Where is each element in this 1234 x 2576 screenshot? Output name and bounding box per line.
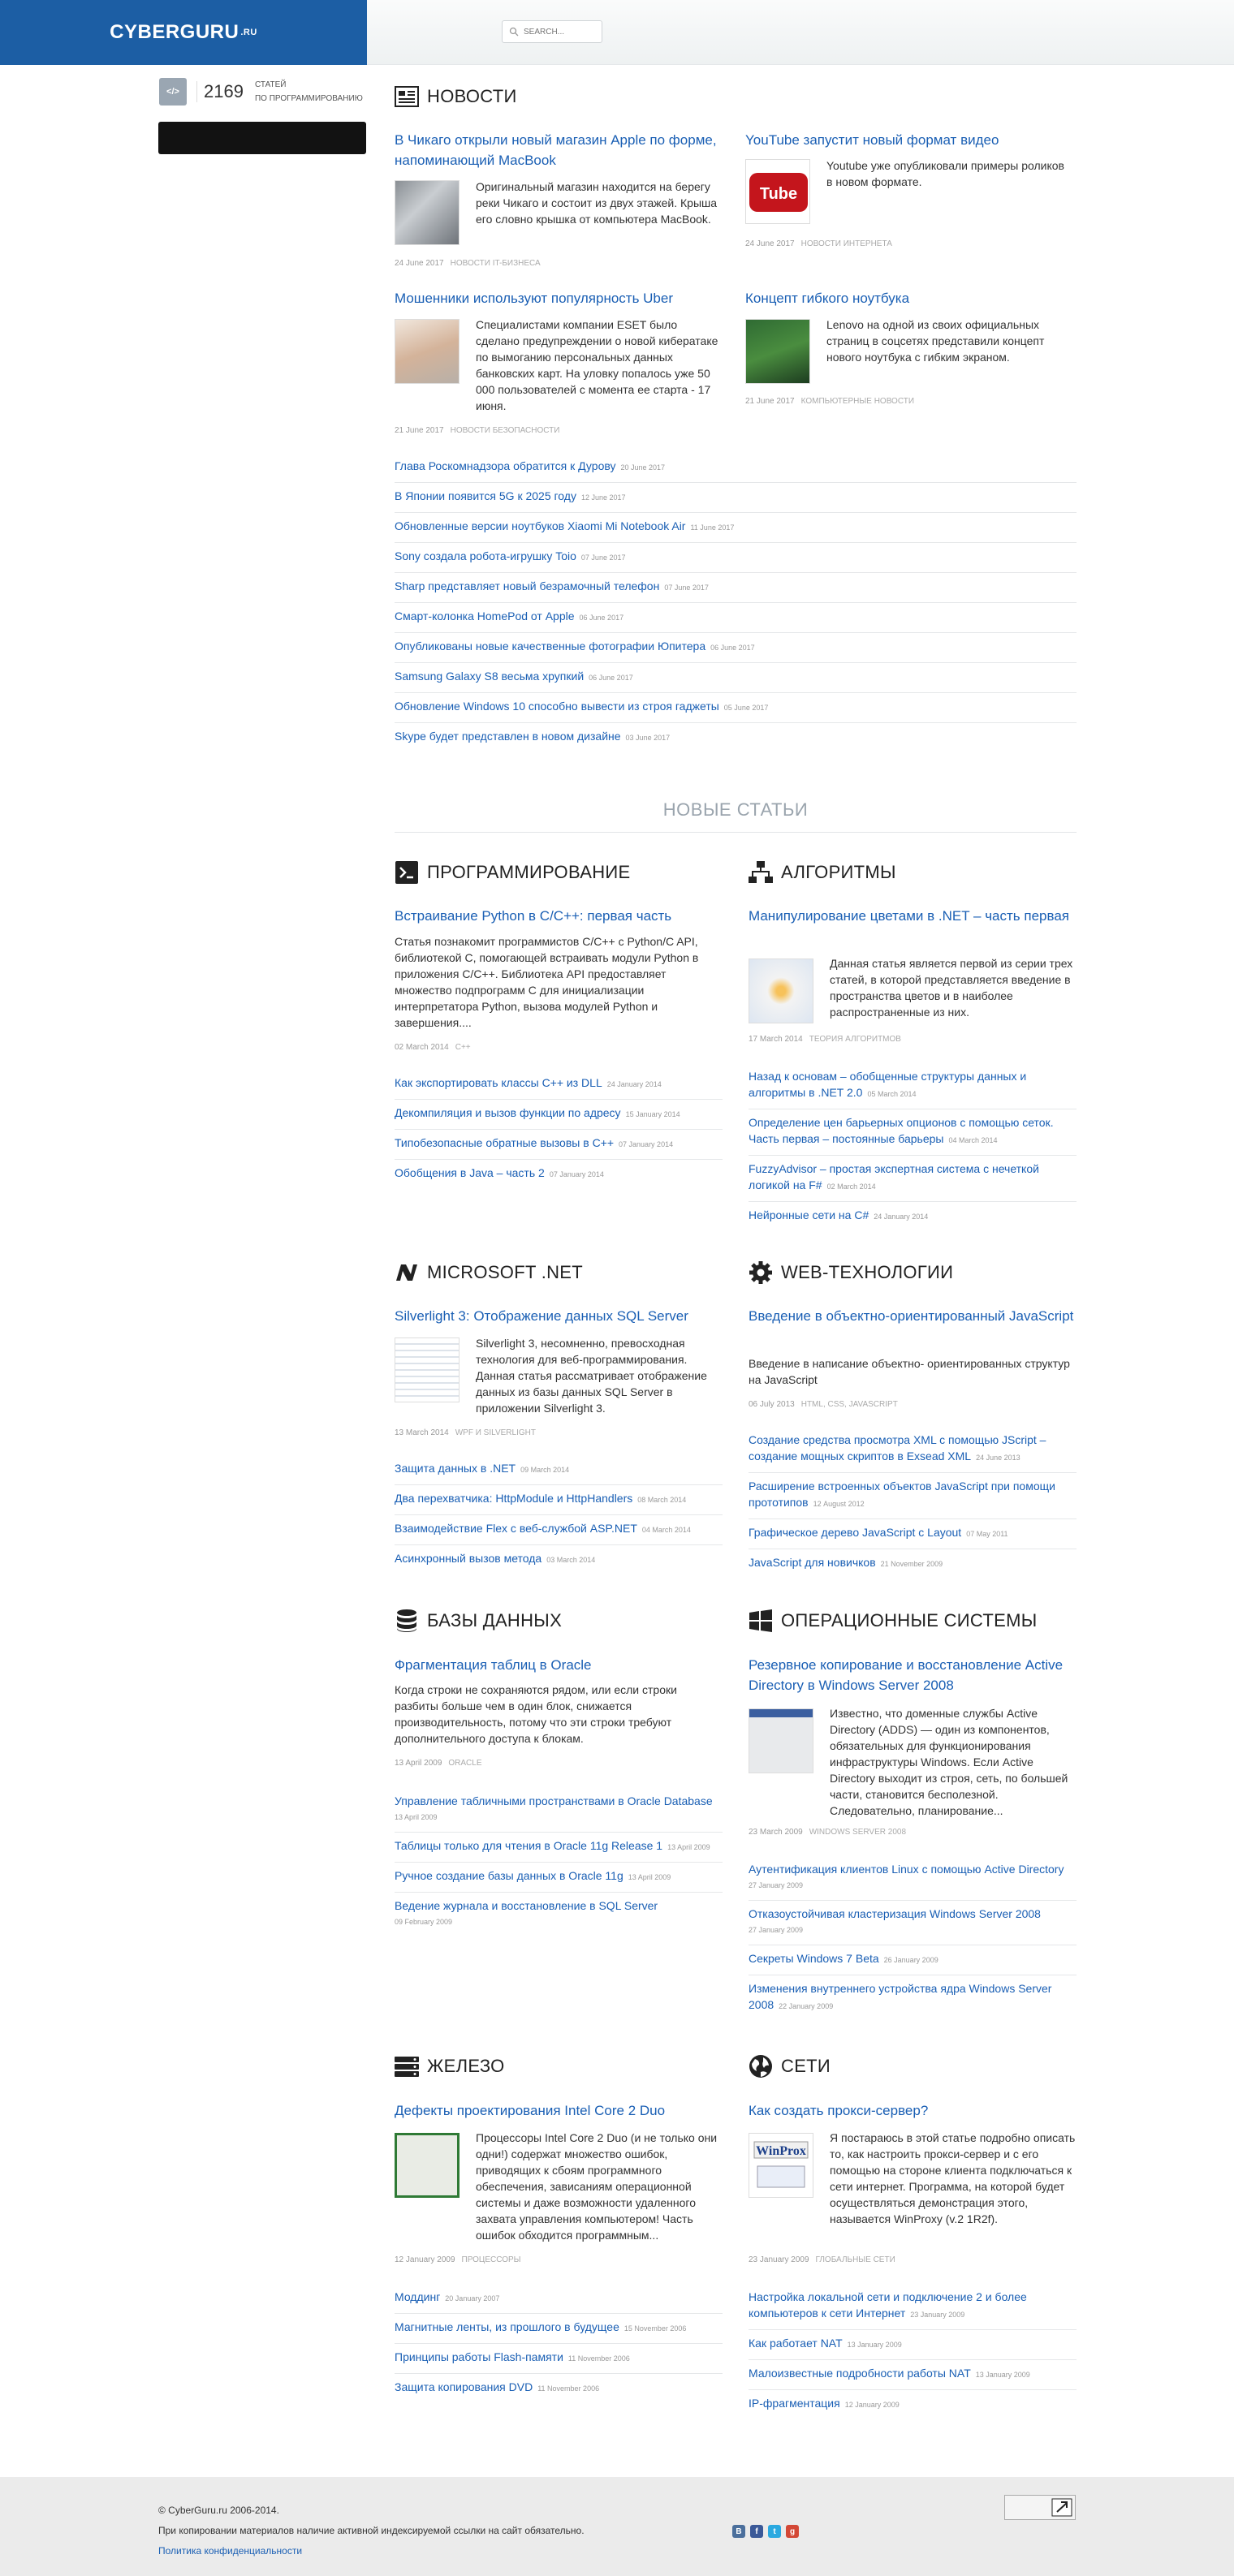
list-item-link[interactable]: Управление табличными пространствами в Oracle Database <box>395 1794 713 1807</box>
featured-article-excerpt: Введение в написание объектно- ориентированных структур на JavaScript <box>749 1357 1070 1386</box>
featured-article-title[interactable]: Фрагментация таблиц в Oracle <box>395 1657 592 1673</box>
list-item-link[interactable]: Защита данных в .NET <box>395 1462 516 1475</box>
list-item: В Японии появится 5G к 2025 году 12 June 2017 <box>395 483 1077 513</box>
list-item: Опубликованы новые качественные фотографии Юпитера 06 June 2017 <box>395 633 1077 663</box>
list-item-link[interactable]: Асинхронный вызов метода <box>395 1552 542 1565</box>
list-item-link[interactable]: Изменения внутреннего устройства ядра Windows Server 2008 <box>749 1982 1052 2011</box>
news-thumbnail[interactable] <box>395 180 460 245</box>
list-item-link[interactable]: IP-фрагментация <box>749 2397 840 2410</box>
news-thumbnail[interactable] <box>745 319 810 384</box>
search-box[interactable] <box>502 20 602 43</box>
featured-article-excerpt: Я постараюсь в этой статье подробно описать то, как настроить прокси-сервер и с его помощью на стороне клиента подключаться к сети интернет. Программа, на которой будет осуществляться демонстрация этого, называется WinProxy (v.2 1R2f). <box>830 2131 1076 2225</box>
list-item: Секреты Windows 7 Beta 26 January 2009 <box>749 1945 1077 1975</box>
site-logo[interactable]: CYBERGURU .RU <box>0 0 367 65</box>
search-input[interactable] <box>524 28 597 37</box>
list-item-link[interactable]: Глава Роскомнадзора обратится к Дурову <box>395 459 616 472</box>
list-item: Аутентификация клиентов Linux с помощью Active Directory 27 January 2009 <box>749 1856 1077 1901</box>
list-item-link[interactable]: Как работает NAT <box>749 2337 843 2350</box>
list-item: JavaScript для новичков 21 November 2009 <box>749 1556 943 1569</box>
news-excerpt: Lenovo на одной из своих официальных страниц в соцсетях представили концепт нового ноутбука с гибким экраном. <box>826 318 1045 364</box>
featured-article-title[interactable]: Как создать прокси-сервер? <box>749 2103 929 2118</box>
featured-article-title[interactable]: Резервное копирование и восстановление Active Directory в Windows Server 2008 <box>749 1657 1064 1693</box>
article-thumbnail[interactable] <box>395 1338 460 1402</box>
list-item-link[interactable]: Магнитные ленты, из прошлого в будущее <box>395 2320 619 2333</box>
article-meta: 02 March 2014 C++ <box>395 1043 471 1052</box>
list-item-link[interactable]: Типобезопасные обратные вызовы в C++ <box>395 1136 615 1149</box>
article-meta: 17 March 2014 ТЕОРИЯ АЛГОРИТМОВ <box>749 1035 901 1044</box>
news-excerpt: Youtube уже опубликовали примеры роликов в новом формате. <box>826 159 1064 188</box>
list-item-link[interactable]: Создание средства просмотра XML с помощью JScript – создание мощных скриптов в Exsead XML <box>749 1433 1046 1462</box>
hierarchy-icon <box>749 860 773 885</box>
list-item: Samsung Galaxy S8 весьма хрупкий 06 June 2017 <box>395 663 1077 693</box>
list-item: Типобезопасные обратные вызовы в C++ 07 January 2014 <box>395 1130 723 1160</box>
list-item-link[interactable]: JavaScript для новичков <box>749 1556 876 1569</box>
list-item-link[interactable]: Обобщения в Java – часть 2 <box>395 1166 545 1179</box>
featured-article-title[interactable]: Манипулирование цветами в .NET – часть первая <box>749 908 1069 924</box>
list-item: Асинхронный вызов метода 03 March 2014 <box>395 1552 596 1565</box>
windows-icon <box>749 1609 773 1633</box>
list-item: Создание средства просмотра XML с помощью JScript – создание мощных скриптов в Exsead XML 24 June 2013 <box>749 1427 1077 1473</box>
list-item: Skype будет представлен в новом дизайне 03 June 2017 <box>395 730 671 743</box>
news-featured-title[interactable]: Мошенники используют популярность Uber <box>395 291 674 306</box>
list-item: Взаимодействие Flex с веб-службой ASP.NET 04 March 2014 <box>395 1515 723 1545</box>
news-meta: 24 June 2017 НОВОСТИ IT-БИЗНЕСА <box>395 259 541 268</box>
youtube-thumbnail[interactable] <box>745 159 810 224</box>
list-item: Смарт-колонка HomePod от Apple 06 June 2017 <box>395 603 1077 633</box>
list-item: Ведение журнала и восстановление в SQL Server 09 February 2009 <box>395 1899 658 1926</box>
list-item-link[interactable]: Обновление Windows 10 способно вывести из строя гаджеты <box>395 700 719 713</box>
list-item: Расширение встроенных объектов JavaScript при помощи прототипов 12 August 2012 <box>749 1473 1077 1519</box>
footer-notice: При копировании материалов наличие активной индексируемой ссылки на сайт обязательно. <box>158 2525 585 2536</box>
section-heading-os: ОПЕРАЦИОННЫЕ СИСТЕМЫ <box>749 1609 1037 1633</box>
article-stats <box>159 78 363 106</box>
list-item: Принципы работы Flash-памяти 11 November 2006 <box>395 2344 723 2374</box>
site-header <box>0 0 1234 65</box>
section-heading-web: WEB-ТЕХНОЛОГИИ <box>749 1260 953 1285</box>
list-item: Настройка локальной сети и подключение 2 и более компьютеров к сети Интернет 23 January 2009 <box>749 2284 1077 2330</box>
list-item: Нейронные сети на C# 24 January 2014 <box>749 1208 929 1221</box>
list-item-link[interactable]: Два перехватчика: HttpModule и HttpHandlers <box>395 1492 633 1505</box>
article-meta: 13 April 2009 ORACLE <box>395 1759 482 1768</box>
article-list <box>749 1063 1077 1231</box>
google-plus-icon[interactable]: g <box>786 2525 799 2538</box>
globe-icon <box>749 2054 773 2078</box>
privacy-link[interactable]: Политика конфиденциальности <box>158 2545 303 2557</box>
list-item: Моддинг 20 January 2007 <box>395 2284 723 2314</box>
list-item-link[interactable]: Принципы работы Flash-памяти <box>395 2350 563 2363</box>
list-item: Определение цен барьерных опционов с помощью сеток. Часть первая – постоянные барьеры 04 March 2014 <box>749 1109 1077 1156</box>
list-item: Защита копирования DVD 11 November 2006 <box>395 2380 600 2393</box>
list-item-link[interactable]: Нейронные сети на C# <box>749 1208 869 1221</box>
sidebar-banner[interactable] <box>158 122 366 154</box>
list-item-link[interactable]: Skype будет представлен в новом дизайне <box>395 730 621 743</box>
list-item-link[interactable]: Обновленные версии ноутбуков Xiaomi Mi Notebook Air <box>395 519 686 532</box>
section-heading-networks: СЕТИ <box>749 2054 831 2078</box>
section-heading-programming: ПРОГРАММИРОВАНИЕ <box>395 860 630 885</box>
article-thumbnail[interactable] <box>749 958 813 1023</box>
list-item-link[interactable]: Взаимодействие Flex с веб-службой ASP.NET <box>395 1522 637 1535</box>
list-item-link[interactable]: Малоизвестные подробности работы NAT <box>749 2367 971 2380</box>
list-item-link[interactable]: Samsung Galaxy S8 весьма хрупкий <box>395 670 585 683</box>
footer-copyright: © CyberGuru.ru 2006-2014. <box>158 2505 279 2516</box>
article-thumbnail[interactable] <box>395 2133 460 2198</box>
list-item: Назад к основам – обобщенные структуры данных и алгоритмы в .NET 2.0 05 March 2014 <box>749 1063 1077 1109</box>
featured-article-excerpt: Статья познакомит программистов C/C++ с Python/C API, библиотекой C, помогающей встраивать модули Python в приложения C/C++. Библиотека API предоставляет множество подпрограмм C для инициализации интерпретатора Python, вызова модулей Python и завершения.... <box>395 935 699 1029</box>
newspaper-icon <box>395 84 419 109</box>
database-icon <box>395 1609 419 1633</box>
section-heading-dotnet: MICROSOFT .NET <box>395 1260 583 1285</box>
list-item-link[interactable]: Ведение журнала и восстановление в SQL Server <box>395 1899 658 1912</box>
list-item: Изменения внутреннего устройства ядра Windows Server 2008 22 January 2009 <box>749 1982 1052 2011</box>
list-item: Sony создала робота-игрушку Toio 07 June 2017 <box>395 543 1077 573</box>
list-item-link[interactable]: Смарт-колонка HomePod от Apple <box>395 610 575 622</box>
list-item-link[interactable]: Sharp представляет новый безрамочный телефон <box>395 579 660 592</box>
vk-icon[interactable]: В <box>732 2525 745 2538</box>
code-icon: </> <box>159 78 187 106</box>
facebook-icon[interactable]: f <box>750 2525 763 2538</box>
news-featured-title[interactable]: Концепт гибкого ноутбука <box>745 291 910 306</box>
featured-article-excerpt: Данная статья является первой из серии трех статей, в которой представляется введение в пространства цветов и в наиболее распространенные из них. <box>830 957 1073 1019</box>
news-meta: 21 June 2017 НОВОСТИ БЕЗОПАСНОСТИ <box>395 426 560 435</box>
featured-article-title[interactable]: Дефекты проектирования Intel Core 2 Duo <box>395 2103 666 2118</box>
section-heading-algorithms: АЛГОРИТМЫ <box>749 860 896 885</box>
featured-article-excerpt: Когда строки не сохраняются рядом, или если строки разбиты больше чем в один блок, снижается производительность, потому что эти строки требуют дополнительного доступа к блокам. <box>395 1683 677 1745</box>
article-thumbnail[interactable] <box>749 1708 813 1773</box>
list-item-link[interactable]: Отказоустойчивая кластеризация Windows Server 2008 <box>749 1907 1041 1920</box>
list-item: FuzzyAdvisor – простая экспертная система с нечеткой логикой на F# 02 March 2014 <box>749 1156 1077 1202</box>
list-item: Обобщения в Java – часть 2 07 January 2014 <box>395 1166 604 1179</box>
article-count-label: СТАТЕЙ ПО ПРОГРАММИРОВАНИЮ <box>254 80 363 103</box>
list-item-link[interactable]: Моддинг <box>395 2290 441 2303</box>
article-list <box>395 1788 723 1936</box>
twitter-icon[interactable]: t <box>768 2525 781 2538</box>
article-meta: 06 July 2013 HTML, CSS, JAVASCRIPT <box>749 1400 898 1409</box>
article-list <box>749 1856 1077 2021</box>
list-item-link[interactable]: Защита копирования DVD <box>395 2380 533 2393</box>
list-item: Два перехватчика: HttpModule и HttpHandlers 08 March 2014 <box>395 1485 723 1515</box>
article-list <box>749 2284 1077 2419</box>
terminal-icon <box>395 860 419 885</box>
dotnet-icon <box>395 1260 419 1285</box>
featured-article-excerpt: Silverlight 3, несомненно, превосходная технология для веб-программирования. Данная статья рассматривает отображение данных из базы данных SQL Server в приложении Silverlight 3. <box>476 1337 707 1415</box>
svg-text:WinProx: WinProx <box>756 2144 806 2158</box>
article-list <box>395 1070 723 1189</box>
list-item-link[interactable]: Ручное создание базы данных в Oracle 11g <box>395 1869 623 1882</box>
list-item-link[interactable]: Декомпиляция и вызов функции по адресу <box>395 1106 621 1119</box>
list-item: Управление табличными пространствами в Oracle Database 13 April 2009 <box>395 1788 723 1833</box>
list-item-link[interactable]: Аутентификация клиентов Linux с помощью Active Directory <box>749 1863 1064 1876</box>
news-excerpt: Специалистами компании ESET было сделано предупреждении о новой кибератаке по вымоганию персональных данных банковских карт. На уловку попалось уже 50 000 пользователей с момента ее старта - 17 июня. <box>476 318 718 412</box>
list-item: Декомпиляция и вызов функции по адресу 15 January 2014 <box>395 1100 723 1130</box>
list-item: Обновление Windows 10 способно вывести из строя гаджеты 05 June 2017 <box>395 693 1077 723</box>
news-excerpt: Оригинальный магазин находится на берегу реки Чикаго и состоит из двух этажей. Крыша его словно крышка от компьютера MacBook. <box>476 180 718 226</box>
svg-text:Tube: Tube <box>759 185 798 203</box>
list-item: Таблицы только для чтения в Oracle 11g Release 1 13 April 2009 <box>395 1833 723 1863</box>
list-item-link[interactable]: Определение цен барьерных опционов с помощью сеток. Часть первая – постоянные барьеры <box>749 1116 1054 1145</box>
list-item: Обновленные версии ноутбуков Xiaomi Mi Notebook Air 11 June 2017 <box>395 513 1077 543</box>
news-thumbnail[interactable] <box>395 319 460 384</box>
list-item-link[interactable]: Расширение встроенных объектов JavaScript при помощи прототипов <box>749 1480 1055 1509</box>
news-list <box>395 453 1077 752</box>
list-item-link[interactable]: Опубликованы новые качественные фотографии Юпитера <box>395 640 706 653</box>
list-item: Малоизвестные подробности работы NAT 13 January 2009 <box>749 2360 1077 2390</box>
list-item: Глава Роскомнадзора обратится к Дурову 20 June 2017 <box>395 453 1077 483</box>
list-item: IP-фрагментация 12 January 2009 <box>749 2397 900 2410</box>
news-featured-title[interactable]: В Чикаго открыли новый магазин Apple по форме, напоминающий MacBook <box>395 132 717 168</box>
new-articles-heading: НОВЫЕ СТАТЬИ <box>395 799 1077 833</box>
search-icon <box>509 27 519 37</box>
news-featured-title[interactable]: YouTube запустит новый формат видео <box>745 132 999 148</box>
article-meta: 13 March 2014 WPF И SILVERLIGHT <box>395 1428 536 1437</box>
article-meta: 23 January 2009 ГЛОБАЛЬНЫЕ СЕТИ <box>749 2255 895 2264</box>
article-count: 2169 <box>196 81 244 102</box>
article-meta: 23 March 2009 WINDOWS SERVER 2008 <box>749 1828 907 1837</box>
section-heading-databases: БАЗЫ ДАННЫХ <box>395 1609 562 1633</box>
list-item: Ручное создание базы данных в Oracle 11g 13 April 2009 <box>395 1863 723 1893</box>
list-item: Защита данных в .NET 09 March 2014 <box>395 1455 723 1485</box>
list-item-link[interactable]: Sony создала робота-игрушку Toio <box>395 549 576 562</box>
gear-icon <box>749 1260 773 1285</box>
visit-counter[interactable] <box>1004 2495 1076 2520</box>
news-meta: 21 June 2017 КОМПЬЮТЕРНЫЕ НОВОСТИ <box>745 397 915 406</box>
list-item-link[interactable]: Секреты Windows 7 Beta <box>749 1952 879 1965</box>
list-item: Графическое дерево JavaScript с Layout 07 May 2011 <box>749 1519 1077 1549</box>
list-item: Как экспортировать классы C++ из DLL 24 January 2014 <box>395 1070 723 1100</box>
list-item-link[interactable]: Таблицы только для чтения в Oracle 11g Release 1 <box>395 1839 663 1852</box>
list-item: Отказоустойчивая кластеризация Windows Server 2008 27 January 2009 <box>749 1901 1077 1945</box>
list-item-link[interactable]: Графическое дерево JavaScript с Layout <box>749 1526 962 1539</box>
section-heading-hardware: ЖЕЛЕЗО <box>395 2054 505 2078</box>
list-item-link[interactable]: Как экспортировать классы C++ из DLL <box>395 1076 602 1089</box>
article-list <box>395 2284 723 2403</box>
article-meta: 12 January 2009 ПРОЦЕССОРЫ <box>395 2255 521 2264</box>
article-list <box>395 1455 723 1574</box>
list-item-link[interactable]: В Японии появится 5G к 2025 году <box>395 489 576 502</box>
news-heading: НОВОСТИ <box>395 84 517 109</box>
list-item-link[interactable]: Назад к основам – обобщенные структуры данных и алгоритмы в .NET 2.0 <box>749 1070 1027 1099</box>
list-item: Как работает NAT 13 January 2009 <box>749 2330 1077 2360</box>
list-item: Sharp представляет новый безрамочный телефон 07 June 2017 <box>395 573 1077 603</box>
featured-article-title[interactable]: Silverlight 3: Отображение данных SQL Server <box>395 1308 688 1324</box>
article-list <box>749 1427 1077 1579</box>
server-icon <box>395 2054 419 2078</box>
arrow-icon <box>1005 2496 1075 2519</box>
list-item-link[interactable]: Настройка локальной сети и подключение 2 и более компьютеров к сети Интернет <box>749 2290 1027 2320</box>
list-item-link[interactable]: FuzzyAdvisor – простая экспертная система с нечеткой логикой на F# <box>749 1162 1039 1191</box>
featured-article-title[interactable]: Введение в объектно-ориентированный JavaScript <box>749 1308 1074 1324</box>
news-meta: 24 June 2017 НОВОСТИ ИНТЕРНЕТА <box>745 239 892 248</box>
list-item: Магнитные ленты, из прошлого в будущее 15 November 2006 <box>395 2314 723 2344</box>
featured-article-excerpt: Известно, что доменные службы Active Directory (ADDS) — один из компонентов, обязательных для функционирования инфраструктуры Windows. Если Active Directory выходит из строя, сеть, по большей части, становится бесполезной. Следовательно, планирование... <box>830 1707 1068 1817</box>
article-thumbnail[interactable] <box>749 2133 813 2198</box>
featured-article-excerpt: Процессоры Intel Core 2 Duo (и не только они одни!) содержат множество ошибок, приводящих к сбоям программного обеспечения, зависаниям операционной системы и даже возможности удаленного захвата управления компьютером! Часть ошибок обходится программным... <box>476 2131 718 2242</box>
featured-article-title[interactable]: Встраивание Python в C/C++: первая часть <box>395 908 672 924</box>
